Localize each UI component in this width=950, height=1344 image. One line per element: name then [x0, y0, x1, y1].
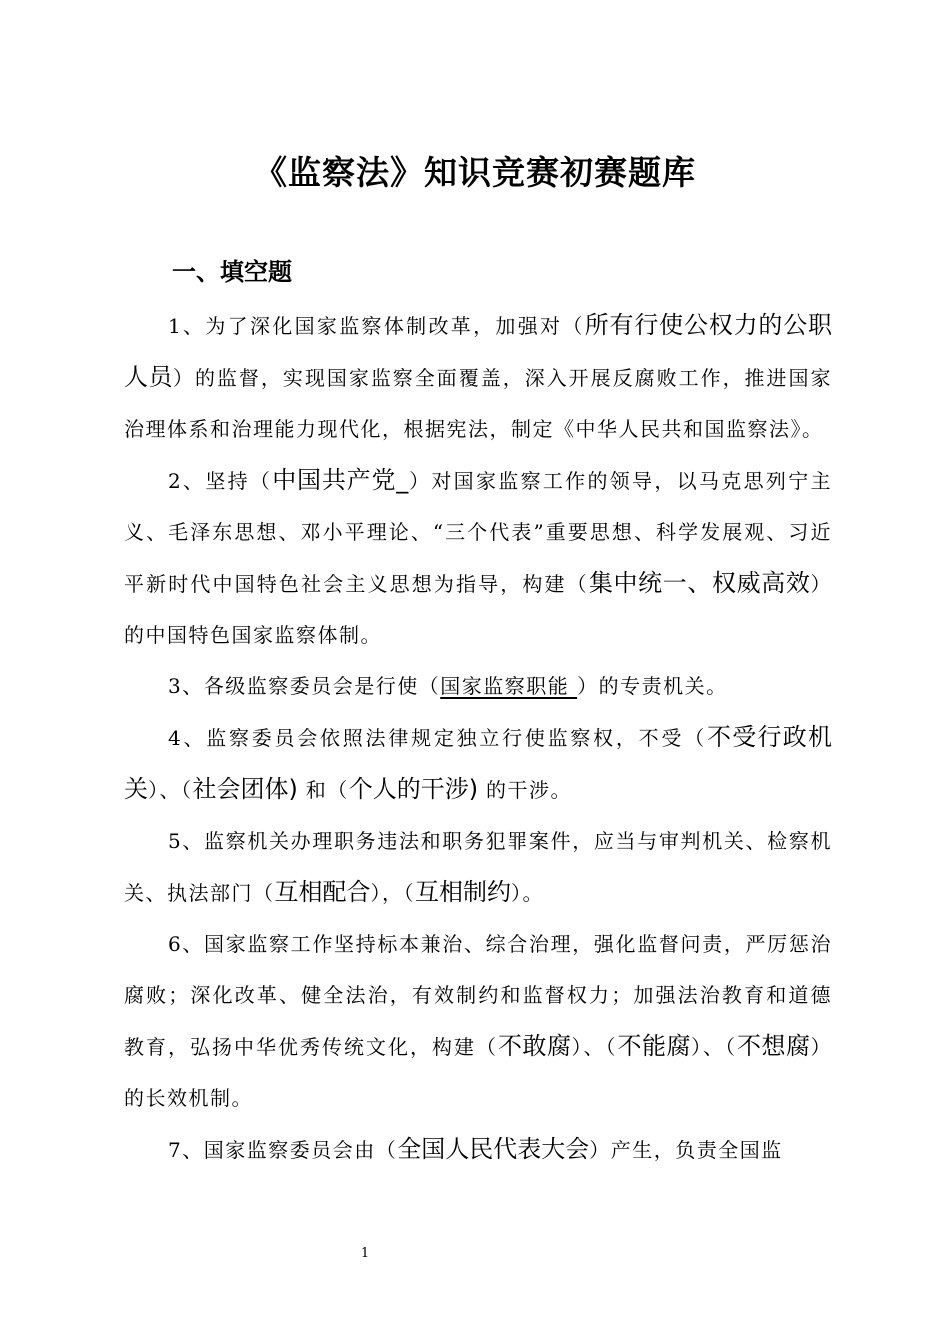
document-title: 《监察法》知识竞赛初赛题库: [254, 153, 696, 192]
question-text: 1、为了深化国家监察体制改革，加强对（: [168, 314, 585, 338]
question-1: [124, 300, 832, 455]
question-text: 3、各级监察委员会是行使（: [168, 674, 441, 698]
question-text: 5、监察机关办理职务违法和职务犯罪案件，应当与审判机关、检察机关、执法部门（: [124, 829, 832, 905]
answer-text: 不想腐: [737, 1032, 811, 1060]
answer-text: 国家监察职能: [440, 674, 578, 698]
answer-text: 个人的干涉): [348, 775, 479, 803]
answer-text: 集中统一、权威高效: [588, 569, 811, 597]
question-text: ）的长效机制。: [124, 1035, 832, 1110]
question-text: ）、（: [571, 1035, 618, 1059]
question-text: 2、坚持（: [168, 469, 273, 493]
question-text: 7、国家监察委员会由（: [168, 1138, 398, 1162]
section-heading: 一、填空题: [172, 258, 292, 286]
answer-text: 互相配合: [274, 878, 371, 906]
answer-text: 所有行使公权力的公职人员: [124, 311, 833, 391]
question-text: ）、（: [691, 1035, 737, 1059]
page-number: 1: [360, 1246, 370, 1261]
answer-text: 互相制约: [415, 878, 511, 906]
answer-text: 社会团体): [192, 775, 298, 803]
question-text: 4、监察委员会依照法律规定独立行使监察权，不受（: [168, 726, 707, 750]
question-text: ）的专责机关。: [577, 674, 728, 698]
question-2: [124, 455, 832, 661]
answer-text: 不受行政机关: [124, 723, 832, 803]
answer-text: 不能腐: [617, 1032, 691, 1060]
question-text: 和（: [297, 778, 349, 802]
question-text: ），（: [370, 881, 415, 905]
question-3: [124, 661, 832, 712]
question-7: [124, 1124, 832, 1176]
answer-text: 不敢腐: [498, 1032, 572, 1060]
answer-text: 中国共产党_: [272, 466, 409, 494]
question-text: ）。: [511, 881, 544, 905]
question-text: ）的中国特色国家监察体制。: [124, 572, 833, 647]
question-text: ）、（: [148, 778, 193, 802]
question-text: 的干涉。: [478, 778, 572, 802]
question-text: ）对国家监察工作的领导，以马克思列宁主义、毛泽东思想、邓小平理论、“三个代表”重要思想、科学发展观、习近平新时代中国特色社会主义思想为指导，构建（: [124, 469, 833, 596]
question-4: [124, 712, 832, 816]
question-text: ）产生，负责全国监: [589, 1138, 783, 1162]
question-text: ）的监督，实现国家监察全面覆盖，深入开展反腐败工作，推进国家治理体系和治理能力现代化，根据宪法，制定《中华人民共和国监察法》。: [124, 366, 833, 441]
question-5: [124, 816, 832, 919]
question-text: 6、国家监察工作坚持标本兼治、综合治理，强化监督问责，严厉惩治腐败；深化改革、健全法治，有效制约和监督权力；加强法治教育和道德教育，弘扬中华优秀传统文化，构建（: [124, 932, 832, 1059]
question-list: [124, 300, 832, 1176]
question-6: [124, 919, 832, 1124]
answer-text: 全国人民代表大会: [397, 1135, 590, 1163]
